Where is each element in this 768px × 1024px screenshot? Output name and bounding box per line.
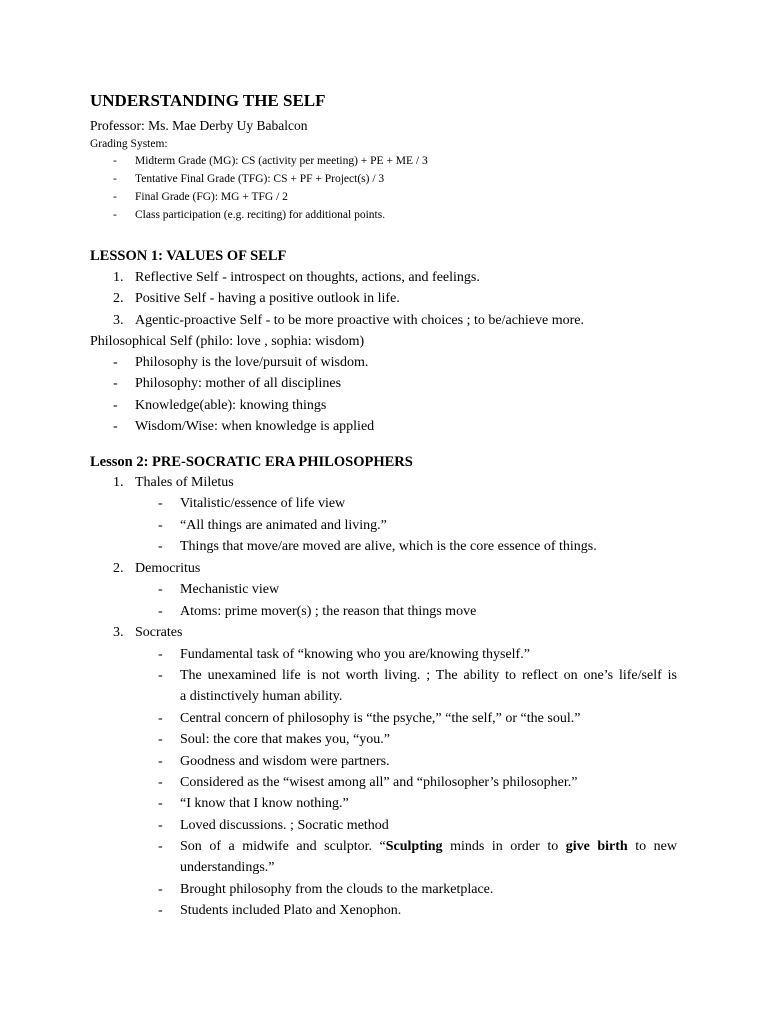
thales-point: “All things are animated and living.” — [180, 518, 387, 533]
socrates-point: Brought philosophy from the clouds to the marketplace. — [180, 882, 494, 897]
socrates-point: Students included Plato and Xenophon. — [180, 903, 402, 918]
professor-line: Professor: Ms. Mae Derby Uy Babalcon — [90, 118, 308, 133]
democritus-point: Mechanistic view — [180, 582, 280, 597]
bullet-dash: - — [158, 496, 163, 511]
bullet-dash: - — [113, 191, 117, 203]
bullet-dash: - — [113, 419, 118, 434]
philo-point: Knowledge(able): knowing things — [135, 398, 327, 413]
lesson1-item: Reflective Self - introspect on thoughts, actions, and feelings. — [135, 270, 480, 285]
list-number: 1. — [113, 475, 124, 490]
bullet-dash: - — [158, 796, 163, 811]
bullet-dash: - — [113, 209, 117, 221]
bullet-dash: - — [113, 355, 118, 370]
socrates-point-continued: a distinctively human ability. — [180, 689, 343, 704]
grading-item: Tentative Final Grade (TFG): CS + PF + Project(s) / 3 — [135, 173, 385, 185]
bullet-dash: - — [158, 882, 163, 897]
list-number: 3. — [113, 625, 124, 640]
bullet-dash: - — [113, 155, 117, 167]
socrates-point: Soul: the core that makes you, “you.” — [180, 732, 390, 747]
bullet-dash: - — [158, 818, 163, 833]
socrates-point: The unexamined life is not worth living. ; The ability to reflect on one’s life/self is — [180, 668, 677, 683]
grading-label: Grading System: — [90, 138, 168, 150]
thales-point: Things that move/are moved are alive, which is the core essence of things. — [180, 539, 597, 554]
bullet-dash: - — [158, 604, 163, 619]
bullet-dash: - — [113, 398, 118, 413]
document-title: UNDERSTANDING THE SELF — [90, 91, 326, 110]
bullet-dash: - — [158, 839, 163, 854]
sculptor-text: Son of a midwife and sculptor. “ — [180, 839, 386, 854]
philosopher-name: Democritus — [135, 561, 201, 576]
socrates-point: Central concern of philosophy is “the psyche,” “the self,” or “the soul.” — [180, 711, 581, 726]
socrates-point: Fundamental task of “knowing who you are/knowing thyself.” — [180, 647, 530, 662]
socrates-point: Considered as the “wisest among all” and “philosopher’s philosopher.” — [180, 775, 578, 790]
list-number: 1. — [113, 270, 124, 285]
sculptor-text: to new — [627, 839, 678, 854]
sculptor-text: minds in order to — [442, 839, 566, 854]
bullet-dash: - — [158, 711, 163, 726]
bullet-dash: - — [158, 903, 163, 918]
bullet-dash: - — [158, 775, 163, 790]
bullet-dash: - — [158, 518, 163, 533]
grading-item: Class participation (e.g. reciting) for additional points. — [135, 209, 386, 221]
socrates-point: Loved discussions. ; Socratic method — [180, 818, 389, 833]
bullet-dash: - — [158, 668, 163, 683]
philosopher-name: Thales of Miletus — [135, 475, 234, 490]
list-number: 3. — [113, 313, 124, 328]
democritus-point: Atoms: prime mover(s) ; the reason that things move — [180, 604, 477, 619]
bullet-dash: - — [158, 732, 163, 747]
bullet-dash: - — [113, 173, 117, 185]
bullet-dash: - — [158, 754, 163, 769]
bullet-dash: - — [113, 376, 118, 391]
sculpting-emphasis: Sculpting — [385, 839, 443, 854]
lesson2-heading: Lesson 2: PRE-SOCRATIC ERA PHILOSOPHERS — [90, 454, 413, 470]
thales-point: Vitalistic/essence of life view — [180, 496, 346, 511]
philo-point: Philosophy: mother of all disciplines — [135, 376, 342, 391]
philosopher-name: Socrates — [135, 625, 183, 640]
philosophical-self-line: Philosophical Self (philo: love , sophia: wisdom) — [90, 334, 365, 349]
socrates-point: Goodness and wisdom were partners. — [180, 754, 390, 769]
list-number: 2. — [113, 561, 124, 576]
philo-point: Wisdom/Wise: when knowledge is applied — [135, 419, 375, 434]
bullet-dash: - — [158, 582, 163, 597]
philo-point: Philosophy is the love/pursuit of wisdom. — [135, 355, 369, 370]
lesson1-item: Agentic-proactive Self - to be more proactive with choices ; to be/achieve more. — [135, 313, 584, 328]
socrates-point-sculptor — [180, 840, 677, 854]
grading-item: Midterm Grade (MG): CS (activity per meeting) + PE + ME / 3 — [135, 155, 428, 167]
list-number: 2. — [113, 291, 124, 306]
socrates-point-continued: understandings.” — [180, 860, 275, 875]
bullet-dash: - — [158, 539, 163, 554]
lesson1-item: Positive Self - having a positive outlook in life. — [135, 291, 400, 306]
grading-item: Final Grade (FG): MG + TFG / 2 — [135, 191, 288, 203]
socrates-point: “I know that I know nothing.” — [180, 796, 349, 811]
bullet-dash: - — [158, 647, 163, 662]
give-birth-emphasis: give birth — [565, 839, 628, 854]
lesson1-heading: LESSON 1: VALUES OF SELF — [90, 248, 287, 264]
